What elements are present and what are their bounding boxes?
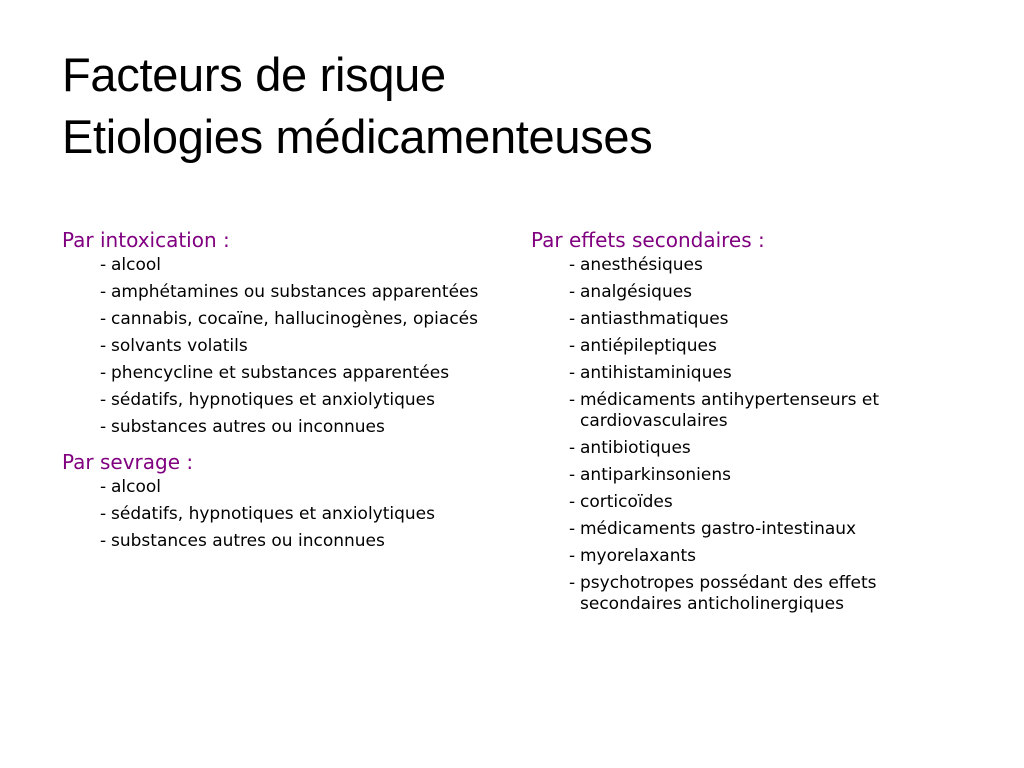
dash-bullet: - xyxy=(100,531,107,551)
list-item-text: alcool xyxy=(111,255,162,275)
list-item xyxy=(62,309,512,330)
list-item-text: phencycline et substances apparentées xyxy=(111,363,450,383)
list-item-text: psychotropes possédant des effets secondaires anticholinergiques xyxy=(580,573,877,614)
list-item xyxy=(531,390,981,432)
list-item-text: amphétamines ou substances apparentées xyxy=(111,282,479,302)
list-item xyxy=(62,336,512,357)
list-item xyxy=(531,282,981,303)
list-item-text: antiasthmatiques xyxy=(580,309,729,329)
dash-bullet: - xyxy=(569,363,576,383)
list-item xyxy=(531,309,981,330)
list-item xyxy=(62,417,512,438)
list-item xyxy=(531,438,981,459)
dash-bullet: - xyxy=(100,363,107,383)
dash-bullet: - xyxy=(100,255,107,275)
list-item xyxy=(62,390,512,411)
dash-bullet: - xyxy=(569,519,576,539)
list-item-text: anesthésiques xyxy=(580,255,703,275)
list-item xyxy=(531,336,981,357)
list-item-text: sédatifs, hypnotiques et anxiolytiques xyxy=(111,390,435,410)
list-item xyxy=(62,363,512,384)
list-item-text: cannabis, cocaïne, hallucinogènes, opiacés xyxy=(111,309,478,329)
list-item xyxy=(531,255,981,276)
list-item-text: médicaments antihypertenseurs et cardiovasculaires xyxy=(580,390,880,431)
section-heading-sevrage: Par sevrage : xyxy=(62,450,194,474)
list-item xyxy=(62,255,512,276)
list-item-text: analgésiques xyxy=(580,282,693,302)
dash-bullet: - xyxy=(569,546,576,566)
dash-bullet: - xyxy=(100,417,107,437)
list-item xyxy=(531,363,981,384)
list-item-text: sédatifs, hypnotiques et anxiolytiques xyxy=(111,504,435,524)
list-item xyxy=(531,546,981,567)
dash-bullet: - xyxy=(569,336,576,356)
dash-bullet: - xyxy=(100,477,107,497)
dash-bullet: - xyxy=(569,465,576,485)
dash-bullet: - xyxy=(100,309,107,329)
slide-title-line-1: Facteurs de risque xyxy=(62,48,446,101)
right-column xyxy=(531,226,981,621)
list-item-text: médicaments gastro-intestinaux xyxy=(580,519,857,539)
list-item-text: myorelaxants xyxy=(580,546,697,566)
list-item-text: solvants volatils xyxy=(111,336,248,356)
slide-title xyxy=(62,44,652,168)
dash-bullet: - xyxy=(569,282,576,302)
list-item-text: antiparkinsoniens xyxy=(580,465,731,485)
section-heading-intoxication: Par intoxication : xyxy=(62,228,230,252)
list-item xyxy=(62,477,512,498)
dash-bullet: - xyxy=(569,573,576,593)
slide-title-line-2: Etiologies médicamenteuses xyxy=(62,110,653,163)
intoxication-list xyxy=(62,255,512,438)
list-item xyxy=(62,282,512,303)
list-item xyxy=(62,504,512,525)
list-item-text: alcool xyxy=(111,477,162,497)
list-item-text: antihistaminiques xyxy=(580,363,732,383)
dash-bullet: - xyxy=(569,309,576,329)
effets-secondaires-list xyxy=(531,255,981,615)
dash-bullet: - xyxy=(100,336,107,356)
dash-bullet: - xyxy=(100,504,107,524)
list-item xyxy=(531,465,981,486)
list-item xyxy=(531,519,981,540)
list-item xyxy=(531,573,981,615)
dash-bullet: - xyxy=(569,390,576,410)
list-item-text: substances autres ou inconnues xyxy=(111,531,385,551)
dash-bullet: - xyxy=(569,438,576,458)
list-item xyxy=(531,492,981,513)
section-heading-effets-secondaires: Par effets secondaires : xyxy=(531,228,765,252)
list-item-text: antiépileptiques xyxy=(580,336,717,356)
sevrage-list xyxy=(62,477,512,552)
list-item-text: substances autres ou inconnues xyxy=(111,417,385,437)
dash-bullet: - xyxy=(569,255,576,275)
list-item-text: corticoïdes xyxy=(580,492,673,512)
list-item xyxy=(62,531,512,552)
dash-bullet: - xyxy=(100,390,107,410)
dash-bullet: - xyxy=(100,282,107,302)
dash-bullet: - xyxy=(569,492,576,512)
list-item-text: antibiotiques xyxy=(580,438,691,458)
left-column xyxy=(62,226,512,558)
